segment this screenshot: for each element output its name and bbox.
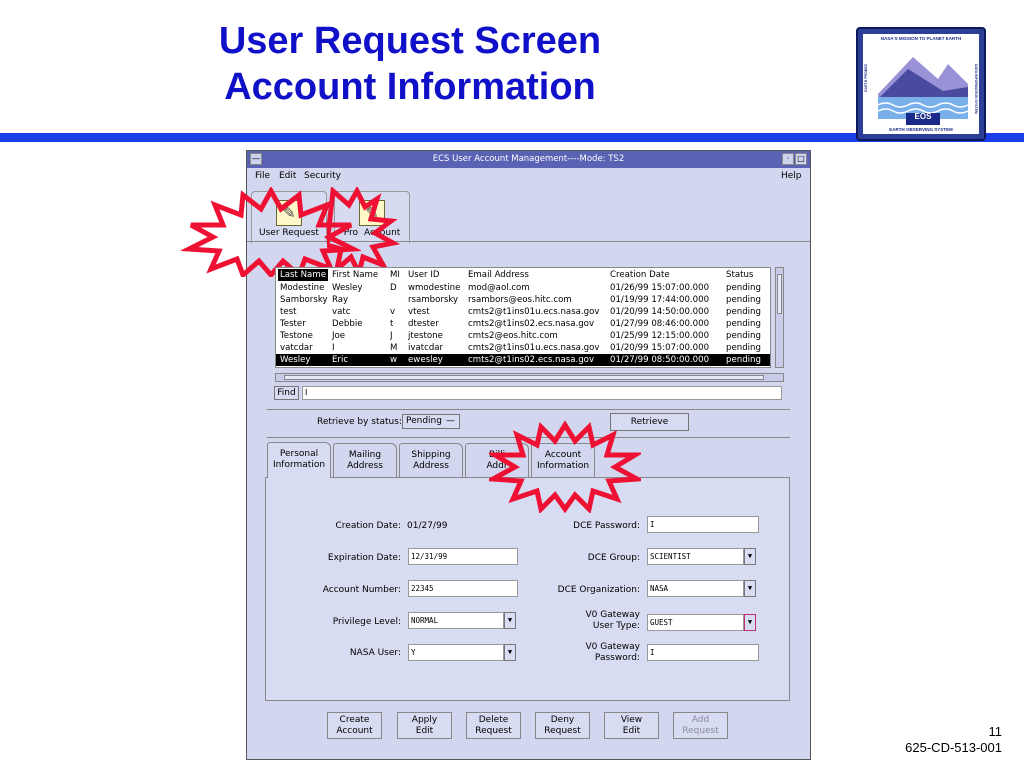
expiration-date-input[interactable]: 12/31/99 <box>408 548 518 565</box>
chevron-down-icon[interactable]: ▼ <box>744 580 756 597</box>
user-request-tool-label: User Request <box>259 228 319 238</box>
status-select[interactable] <box>402 414 460 429</box>
table-row[interactable] <box>276 342 770 354</box>
chevron-down-icon[interactable]: ▼ <box>504 612 516 629</box>
user-request-table <box>275 267 771 368</box>
table-row[interactable] <box>276 294 770 306</box>
v0-user-type-value: GUEST <box>650 618 673 627</box>
table-row[interactable] <box>276 318 770 330</box>
table-cell: pending <box>726 307 761 317</box>
table-cell: 01/20/99 15:07:00.000 <box>610 343 710 353</box>
menu-edit[interactable]: Edit <box>279 171 297 181</box>
table-cell: Debbie <box>332 319 363 329</box>
table-cell: rsambors@eos.hitc.com <box>468 295 572 305</box>
v0-user-type-select[interactable] <box>647 614 753 631</box>
table-row[interactable] <box>276 282 770 294</box>
logo-right-text: DATA INFORMATION SYSTEM <box>974 64 978 114</box>
table-cell: dtester <box>408 319 439 329</box>
table-cell: 01/19/99 17:44:00.000 <box>610 295 710 305</box>
v0-password-label: V0 Gateway Password: <box>585 642 640 663</box>
table-cell: t <box>390 319 394 329</box>
table-cell: cmts2@t1ins01u.ecs.nasa.gov <box>468 307 600 317</box>
privilege-level-value: NORMAL <box>411 616 439 625</box>
chevron-down-icon[interactable]: ▼ <box>504 644 516 661</box>
pencil-icon: ✎ <box>359 200 385 226</box>
pencil-icon: ✎ <box>276 200 302 226</box>
slide-title-line1: User Request Screen <box>218 20 602 62</box>
retrieve-status-label: Retrieve by status: <box>317 417 402 427</box>
logo-bottom-text: EARTH OBSERVING SYSTEM <box>889 127 953 132</box>
table-cell: M <box>390 343 398 353</box>
privilege-level-select[interactable] <box>408 612 513 629</box>
column-header[interactable]: Email Address <box>468 270 529 280</box>
profile-account-tool-button[interactable] <box>334 191 410 243</box>
column-header[interactable]: Status <box>726 270 754 280</box>
vertical-scroll-thumb[interactable] <box>777 274 782 314</box>
table-cell: Modestine <box>280 283 325 293</box>
dce-organization-select[interactable] <box>647 580 753 597</box>
table-header <box>276 269 770 281</box>
page-number: 11 <box>988 724 1002 739</box>
table-cell: vtest <box>408 307 430 317</box>
table-cell: pending <box>726 343 761 353</box>
logo-eos-text: EOS <box>914 112 932 121</box>
table-cell: vatcdar <box>280 343 313 353</box>
nasa-user-label: NASA User: <box>349 648 401 658</box>
menu-bar <box>247 168 810 185</box>
menu-help[interactable]: Help <box>781 171 802 181</box>
profile-account-tool-label: Pro Account <box>343 228 401 238</box>
window-menu-icon[interactable]: — <box>252 154 260 163</box>
table-row[interactable] <box>276 354 770 366</box>
dce-organization-label: DCE Organization: <box>557 585 640 595</box>
nasa-user-select[interactable] <box>408 644 513 661</box>
creation-date-label: Creation Date: <box>335 521 401 531</box>
table-cell: mod@aol.com <box>468 283 530 293</box>
table-cell: D <box>390 283 397 293</box>
table-cell: I <box>332 343 335 353</box>
delete-request-button[interactable]: Delete Request <box>466 712 521 739</box>
tab-mailing-address[interactable]: Mailing Address <box>333 443 397 477</box>
menu-security[interactable]: Security <box>304 171 341 181</box>
column-header[interactable]: Creation Date <box>610 270 670 280</box>
table-cell: ivatcdar <box>408 343 444 353</box>
app-window <box>246 150 811 760</box>
account-number-input[interactable]: 22345 <box>408 580 518 597</box>
column-header[interactable]: Last Name <box>280 270 326 280</box>
table-cell: Wesley <box>280 355 311 365</box>
table-cell: 01/27/99 08:46:00.000 <box>610 319 710 329</box>
menu-file[interactable]: File <box>255 171 271 181</box>
tab-account-information[interactable]: Account Information <box>531 443 595 477</box>
window-titlebar <box>247 151 810 168</box>
table-cell: J <box>390 331 393 341</box>
table-cell: Tester <box>280 319 306 329</box>
status-select-value: Pending <box>406 416 442 426</box>
table-cell: v <box>390 307 396 317</box>
table-cell: pending <box>726 331 761 341</box>
nasa-user-value: Y <box>411 648 416 657</box>
privilege-level-label: Privilege Level: <box>332 617 401 627</box>
table-cell: ewesley <box>408 355 443 365</box>
horizontal-scroll-thumb[interactable] <box>284 375 764 380</box>
separator <box>267 409 790 410</box>
expiration-date-label: Expiration Date: <box>327 553 401 563</box>
tab-shipping-address[interactable]: Shipping Address <box>399 443 463 477</box>
table-cell: pending <box>726 283 761 293</box>
table-cell: Eric <box>332 355 349 365</box>
dropdown-icon: — <box>446 416 455 426</box>
dce-password-input[interactable]: I <box>647 516 759 533</box>
table-horizontal-scrollbar[interactable] <box>275 373 784 382</box>
toolbar-divider <box>247 241 810 242</box>
table-cell: pending <box>726 355 761 365</box>
slide-title <box>0 18 820 110</box>
table-cell: pending <box>726 319 761 329</box>
table-vertical-scrollbar[interactable] <box>775 267 784 368</box>
column-header[interactable]: MI <box>390 270 400 280</box>
window-title: ECS User Account Management----Mode: TS2 <box>432 154 625 164</box>
creation-date-value: 01/27/99 <box>407 521 448 531</box>
view-edit-button[interactable]: View Edit <box>604 712 659 739</box>
maximize-icon[interactable]: □ <box>795 153 807 165</box>
table-cell: 01/27/99 08:50:00.000 <box>610 355 710 365</box>
table-cell: Joe <box>332 331 346 341</box>
table-cell: w <box>390 355 398 365</box>
user-request-tool-button[interactable] <box>251 191 327 243</box>
chevron-down-icon[interactable]: ▼ <box>744 614 756 631</box>
table-cell: test <box>280 307 297 317</box>
dce-group-value: SCIENTIST <box>650 552 691 561</box>
dce-organization-value: NASA <box>650 584 669 593</box>
table-cell: cmts2@t1ins01u.ecs.nasa.gov <box>468 343 600 353</box>
retrieve-button[interactable]: Retrieve <box>610 413 689 431</box>
find-button[interactable]: Find <box>274 386 299 400</box>
dce-password-label: DCE Password: <box>573 521 640 531</box>
deny-request-button[interactable]: Deny Request <box>535 712 590 739</box>
table-cell: 01/20/99 14:50:00.000 <box>610 307 710 317</box>
table-cell: rsamborsky <box>408 295 459 305</box>
table-cell: Ray <box>332 295 349 305</box>
v0-password-input[interactable]: I <box>647 644 759 661</box>
v0-user-type-label: V0 Gateway User Type: <box>585 610 640 631</box>
dce-group-select[interactable] <box>647 548 753 565</box>
apply-edit-button[interactable]: Apply Edit <box>397 712 452 739</box>
table-cell: 01/25/99 12:15:00.000 <box>610 331 710 341</box>
dce-group-label: DCE Group: <box>587 553 640 563</box>
separator <box>267 437 790 438</box>
table-row[interactable] <box>276 330 770 342</box>
table-cell: cmts2@t1ins02.ecs.nasa.gov <box>468 355 595 365</box>
table-cell: wmodestine <box>408 283 461 293</box>
column-header[interactable]: First Name <box>332 270 379 280</box>
table-cell: jtestone <box>408 331 443 341</box>
account-number-label: Account Number: <box>322 585 401 595</box>
table-cell: pending <box>726 295 761 305</box>
table-cell: 01/26/99 15:07:00.000 <box>610 283 710 293</box>
table-row[interactable] <box>276 306 770 318</box>
table-cell: cmts2@eos.hitc.com <box>468 331 558 341</box>
eos-logo <box>856 27 986 141</box>
tab-billing-address[interactable]: Billi Addr <box>465 443 529 477</box>
minimize-icon[interactable]: · <box>782 153 794 165</box>
add-request-button: Add Request <box>673 712 728 739</box>
create-account-button[interactable]: Create Account <box>327 712 382 739</box>
table-cell: cmts2@t1ins02.ecs.nasa.gov <box>468 319 595 329</box>
table-cell: Testone <box>280 331 313 341</box>
tab-personal-information[interactable]: Personal Information <box>267 442 331 478</box>
slide-title-line2: Account Information <box>224 66 596 108</box>
table-cell: Samborsky <box>280 295 328 305</box>
table-cell: vatc <box>332 307 351 317</box>
chevron-down-icon[interactable]: ▼ <box>744 548 756 565</box>
document-code: 625-CD-513-001 <box>905 740 1002 755</box>
logo-top-text: NASA'S MISSION TO PLANET EARTH <box>880 36 962 41</box>
column-header[interactable]: User ID <box>408 270 440 280</box>
table-cell: Wesley <box>332 283 363 293</box>
logo-left-text: EARTH PROBES <box>864 64 868 92</box>
find-input[interactable]: I <box>302 386 782 400</box>
